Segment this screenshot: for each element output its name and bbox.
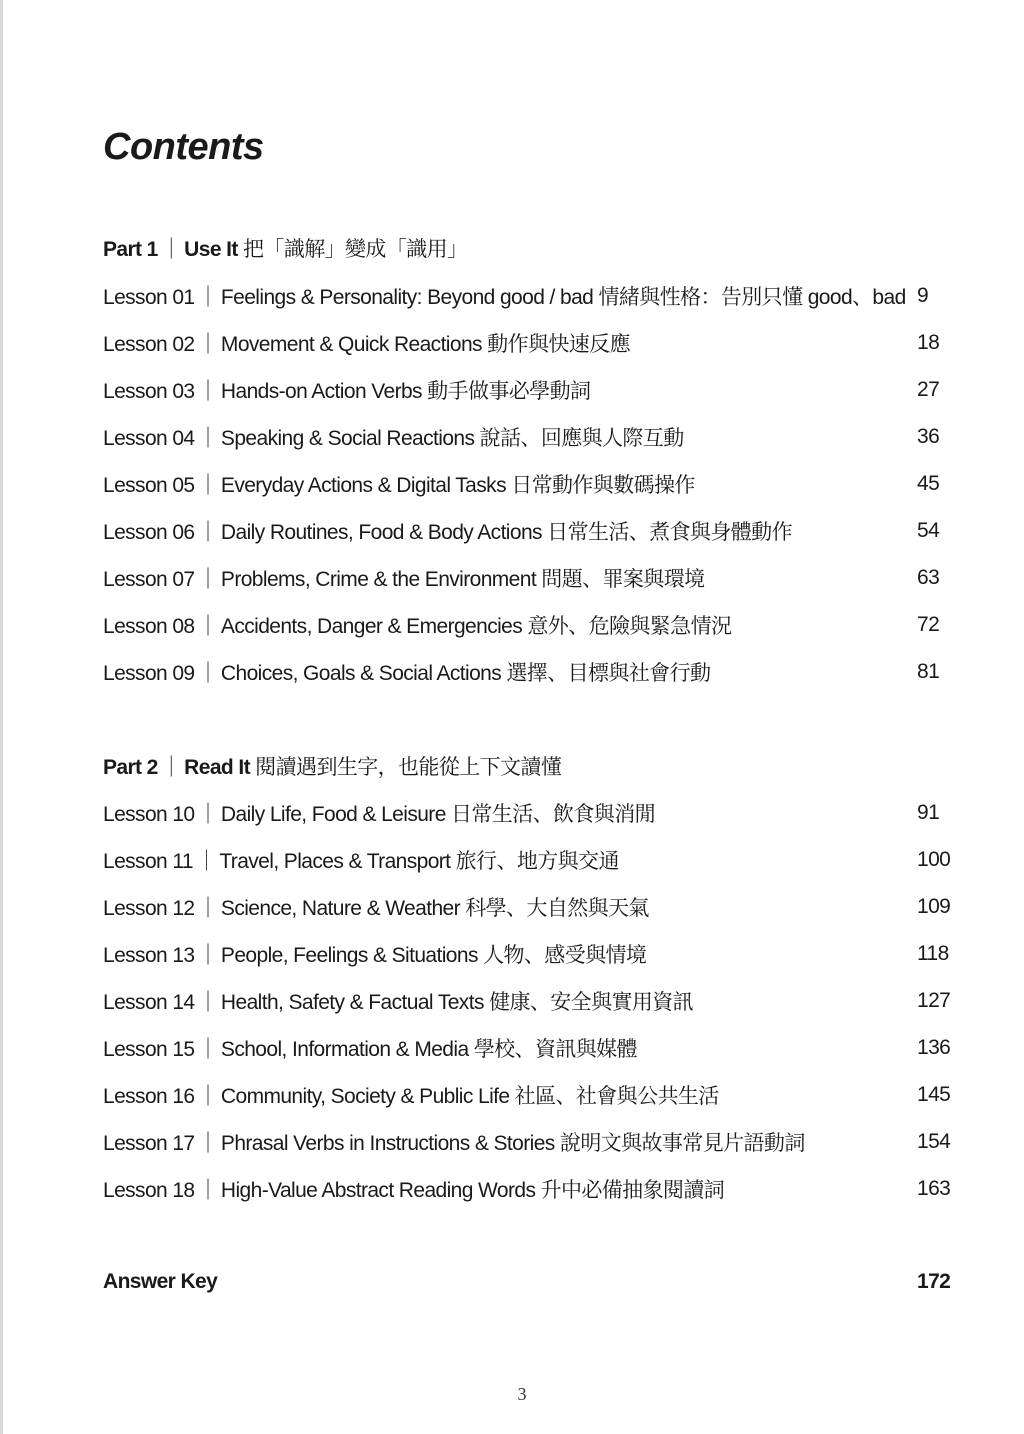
page-edge <box>0 0 3 1434</box>
lesson-number: Lesson 13 <box>103 944 195 967</box>
lesson-number: Lesson 16 <box>103 1085 195 1108</box>
lesson-page-number: 18 <box>917 331 940 354</box>
lesson-title: Community, Society & Public Life 社區、社會與公共生活 <box>220 1085 719 1108</box>
lesson-title: Daily Life, Food & Leisure 日常生活、飲食與消閒 <box>220 803 656 826</box>
part-2-name: Read It <box>184 756 250 779</box>
lesson-page-number: 100 <box>917 848 951 871</box>
lesson-number: Lesson 03 <box>103 380 195 403</box>
lesson-number: Lesson 14 <box>103 991 195 1014</box>
lesson-number: Lesson 12 <box>103 897 195 920</box>
toc-entry-lesson-13[interactable] <box>103 939 955 969</box>
part-2-label <box>103 751 955 781</box>
lesson-number: Lesson 09 <box>103 662 195 685</box>
lesson-page-number: 127 <box>917 989 951 1012</box>
separator: ｜ <box>197 1132 218 1155</box>
separator: ｜ <box>197 991 218 1014</box>
separator: ｜ <box>197 380 218 403</box>
separator: ｜ <box>160 238 182 261</box>
lesson-page-number: 118 <box>917 942 949 965</box>
toc-entry-answer-key[interactable] <box>103 1267 955 1297</box>
lesson-title: Daily Routines, Food & Body Actions 日常生活、煮食與身體動作 <box>220 521 792 544</box>
separator: ｜ <box>160 756 182 779</box>
lesson-number: Lesson 17 <box>103 1132 195 1155</box>
lesson-page-number: 91 <box>917 801 940 824</box>
lesson-number: Lesson 10 <box>103 803 195 826</box>
lesson-title: Movement & Quick Reactions 動作與快速反應 <box>220 333 630 356</box>
part-1-heading <box>103 233 955 263</box>
part-2-heading <box>103 751 955 781</box>
toc-entry-lesson-03[interactable] <box>103 375 955 405</box>
lesson-number: Lesson 06 <box>103 521 195 544</box>
part-2-number: Part 2 <box>103 756 158 779</box>
lesson-page-number: 72 <box>917 613 940 636</box>
separator: ｜ <box>197 427 218 450</box>
toc-entry-lesson-12[interactable] <box>103 892 955 922</box>
lesson-title: Choices, Goals & Social Actions 選擇、目標與社會行動 <box>220 662 711 685</box>
lesson-title: High-Value Abstract Reading Words 升中必備抽象閱讀詞 <box>220 1179 725 1202</box>
toc-entry-lesson-18[interactable] <box>103 1174 955 1204</box>
separator: ｜ <box>197 568 218 591</box>
toc-entry-lesson-02[interactable] <box>103 328 955 358</box>
part-1-number: Part 1 <box>103 238 158 261</box>
lesson-title: Speaking & Social Reactions 說話、回應與人際互動 <box>220 427 684 450</box>
answer-key-page-number: 172 <box>917 1270 951 1293</box>
toc-entry-lesson-05[interactable] <box>103 469 955 499</box>
lesson-title: Science, Nature & Weather 科學、大自然與天氣 <box>220 897 649 920</box>
footer-page-number: 3 <box>517 1384 527 1404</box>
toc-entry-lesson-04[interactable] <box>103 422 955 452</box>
lesson-page-number: 36 <box>917 425 940 448</box>
toc-entry-lesson-01[interactable] <box>103 281 955 311</box>
answer-key-label: Answer Key <box>103 1270 218 1293</box>
separator: ｜ <box>197 897 218 920</box>
lesson-title: Travel, Places & Transport 旅行、地方與交通 <box>219 850 619 873</box>
toc-entry-lesson-09[interactable] <box>103 657 955 687</box>
lesson-page-number: 63 <box>917 566 940 589</box>
lesson-page-number: 27 <box>917 378 940 401</box>
toc-entry-lesson-14[interactable] <box>103 986 955 1016</box>
toc-entry-lesson-07[interactable] <box>103 563 955 593</box>
separator: ｜ <box>197 474 218 497</box>
lesson-title: People, Feelings & Situations 人物、感受與情境 <box>220 944 647 967</box>
lesson-number: Lesson 08 <box>103 615 195 638</box>
lesson-number: Lesson 02 <box>103 333 195 356</box>
lesson-page-number: 81 <box>917 660 940 683</box>
lesson-page-number: 145 <box>917 1083 951 1106</box>
lesson-title: Problems, Crime & the Environment 問題、罪案與環境 <box>220 568 705 591</box>
lesson-number: Lesson 18 <box>103 1179 195 1202</box>
toc-entry-lesson-08[interactable] <box>103 610 955 640</box>
lesson-page-number: 136 <box>917 1036 951 1059</box>
lesson-title: School, Information & Media 學校、資訊與媒體 <box>220 1038 637 1061</box>
toc-entry-lesson-11[interactable] <box>103 845 955 875</box>
lesson-number: Lesson 01 <box>103 286 195 309</box>
separator: ｜ <box>197 286 218 309</box>
part-1-name: Use It <box>184 238 238 261</box>
lesson-title: Feelings & Personality: Beyond good / bad 情緒與性格：告別只懂 good、bad <box>220 286 906 309</box>
lesson-page-number: 9 <box>917 284 929 307</box>
lesson-title: Phrasal Verbs in Instructions & Stories 說明文與故事常見片語動詞 <box>220 1132 805 1155</box>
separator: ｜ <box>197 521 218 544</box>
separator: ｜ <box>197 803 218 826</box>
separator: ｜ <box>197 615 218 638</box>
lesson-number: Lesson 15 <box>103 1038 195 1061</box>
toc-entry-lesson-15[interactable] <box>103 1033 955 1063</box>
separator: ｜ <box>197 1179 218 1202</box>
page-title: Contents <box>103 126 264 168</box>
lesson-title: Accidents, Danger & Emergencies 意外、危險與緊急情況 <box>220 615 732 638</box>
lesson-page-number: 45 <box>917 472 940 495</box>
lesson-page-number: 54 <box>917 519 940 542</box>
part-2-subtitle: 閱讀遇到生字，也能從上下文讀懂 <box>255 756 562 779</box>
separator: ｜ <box>197 333 218 356</box>
lesson-page-number: 163 <box>917 1177 951 1200</box>
toc-entry-lesson-06[interactable] <box>103 516 955 546</box>
separator: ｜ <box>197 1038 218 1061</box>
lesson-number: Lesson 11 <box>103 850 193 873</box>
toc-entry-lesson-16[interactable] <box>103 1080 955 1110</box>
lesson-page-number: 154 <box>917 1130 951 1153</box>
separator: ｜ <box>197 1085 218 1108</box>
separator: ｜ <box>197 662 218 685</box>
lesson-number: Lesson 05 <box>103 474 195 497</box>
toc-entry-lesson-17[interactable] <box>103 1127 955 1157</box>
toc-entry-lesson-10[interactable] <box>103 798 955 828</box>
lesson-number: Lesson 04 <box>103 427 195 450</box>
part-1-subtitle: 把「識解」變成「識用」 <box>243 238 468 261</box>
lesson-number: Lesson 07 <box>103 568 195 591</box>
separator: ｜ <box>197 944 218 967</box>
lesson-title: Hands-on Action Verbs 動手做事必學動詞 <box>220 380 591 403</box>
lesson-title: Health, Safety & Factual Texts 健康、安全與實用資訊 <box>220 991 694 1014</box>
lesson-page-number: 109 <box>917 895 951 918</box>
separator: ｜ <box>195 850 217 873</box>
lesson-title: Everyday Actions & Digital Tasks 日常動作與數碼操作 <box>220 474 695 497</box>
part-1-label <box>103 233 955 263</box>
